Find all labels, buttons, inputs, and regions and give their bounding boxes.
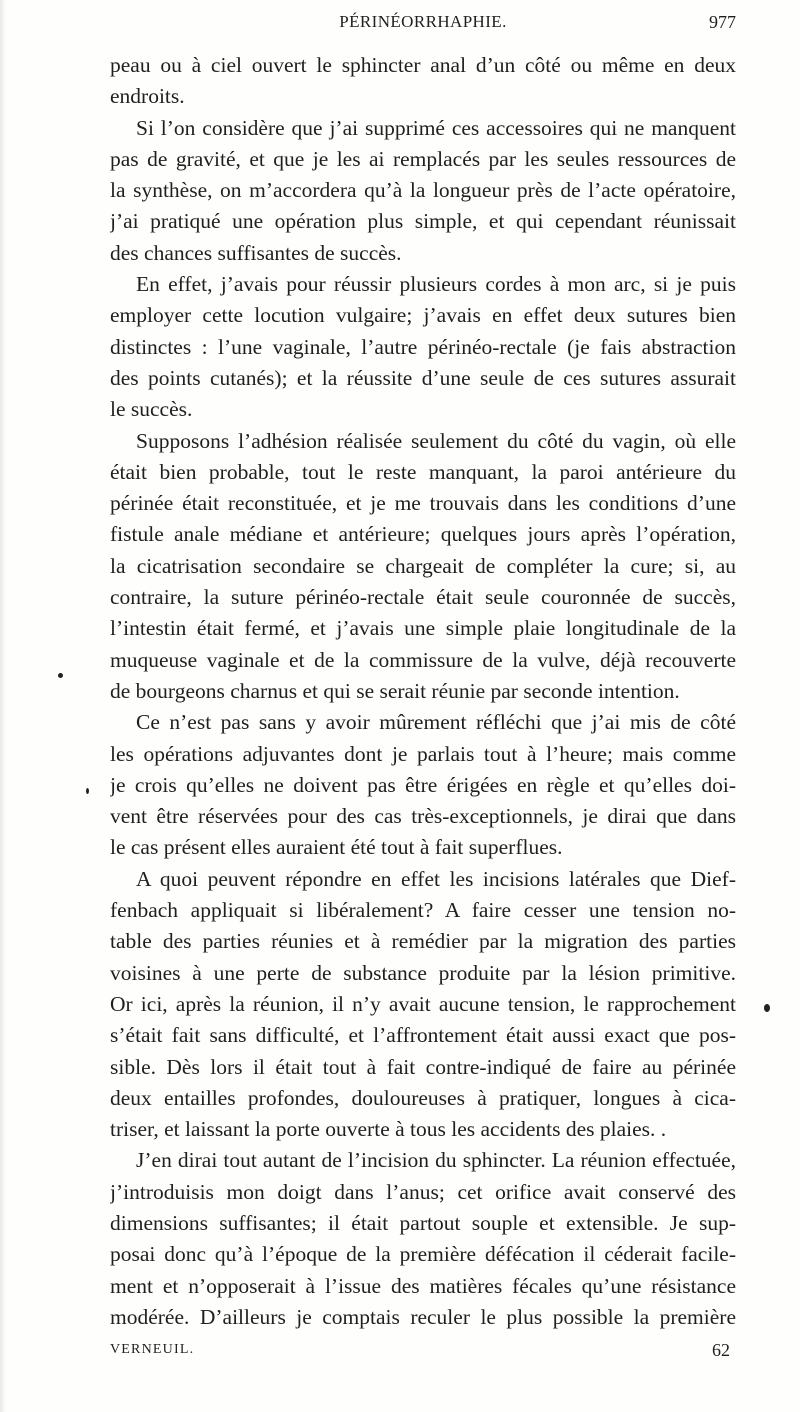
text-line: posai donc qu’à l’époque de la première défécation il céderait facile- [110,1242,736,1267]
ink-speck [58,673,63,678]
text-line: j’ai pratiqué une opération plus simple, et qui cependant réunissait [110,209,736,234]
text-line: s’était fait sans difficulté, et l’affrontement était aussi exact que pos- [110,1023,736,1048]
signature-number: 62 [712,1340,730,1360]
page-gutter-shadow [0,0,6,1412]
text-line: la synthèse, on m’accordera qu’à la longueur près de l’acte opératoire, [110,178,736,203]
signature-mark: VERNEUIL. [110,1342,195,1357]
page-footer [110,1342,736,1366]
text-line: En effet, j’avais pour réussir plusieurs cordes à mon arc, si je puis [136,272,736,297]
running-title: PÉRINÉORRHAPHIE. [339,12,507,31]
text-line: pas de gravité, et que je les ai remplacés par les seules ressources de [110,146,736,171]
text-line: les opérations adjuvantes dont je parlais tout à l’heure; mais comme [110,741,736,766]
text-line: Si l’on considère que j’ai supprimé ces accessoires qui ne manquent [136,115,736,140]
text-line: dimensions suffisantes; il était partout souple et extensible. Je sup- [110,1210,736,1235]
text-line: muqueuse vaginale et de la commissure de la vulve, déjà recouverte [110,647,736,672]
text-line: Ce n’est pas sans y avoir mûrement réfléchi que j’ai mis de côté [136,710,736,735]
text-line: employer cette locution vulgaire; j’avais en effet deux sutures bien [110,303,736,328]
text-line: contraire, la suture périnéo-rectale était seule couronnée de succès, [110,585,736,610]
text-line: A quoi peuvent répondre en effet les incisions latérales que Dief- [136,866,736,891]
text-line: la cicatrisation secondaire se chargeait de compléter la cure; si, au [110,553,736,578]
text-line: endroits. [110,84,185,109]
text-line: des chances suffisantes de succès. [110,240,402,265]
text-line: modérée. D’ailleurs je comptais reculer le plus possible la première [110,1304,736,1329]
text-line: J’en dirai tout autant de l’incision du sphincter. La réunion effectuée, [136,1148,736,1173]
text-line: de bourgeons charnus et qui se serait réunie par seconde intention. [110,678,680,703]
text-line: le cas présent elles auraient été tout à fait superflues. [110,835,563,860]
text-line: table des parties réunies et à remédier par la migration des parties [110,929,736,954]
text-line: ment et n’opposerait à l’issue des matières fécales qu’une résistance [110,1273,736,1298]
text-line: distinctes : l’une vaginale, l’autre périnéo-rectale (je fais abstraction [110,334,736,359]
text-line: périnée était reconstituée, et je me trouvais dans les conditions d’une [110,491,736,516]
text-line: des points cutanés); et la réussite d’une seule de ces sutures assurait [110,365,736,390]
text-line: peau ou à ciel ouvert le sphincter anal d’un côté ou même en deux [110,53,736,77]
text-line: vent être réservées pour des cas très-exceptionnels, je dirai que dans [110,804,736,829]
page-number: 977 [709,12,736,32]
text-line: triser, et laissant la porte ouverte à tous les accidents des plaies. . [110,1117,667,1142]
text-line: le succès. [110,397,193,422]
text-line: sible. Dès lors il était tout à fait contre-indiqué de faire au périnée [110,1054,736,1079]
ink-speck [764,1004,770,1012]
text-line: je crois qu’elles ne doivent pas être érigées en règle et qu’elles doi- [110,772,736,797]
text-line: deux entailles profondes, douloureuses à pratiquer, longues à cica- [110,1085,736,1110]
ink-speck [86,788,89,794]
text-line: fistule anale médiane et antérieure; quelques jours après l’opération, [110,522,736,547]
text-line: fenbach appliquait si libéralement? A faire cesser une tension no- [110,898,736,923]
text-line: voisines à une perte de substance produite par la lésion primitive. [110,960,736,985]
text-line: j’introduisis mon doigt dans l’anus; cet orifice avait conservé des [110,1179,736,1204]
text-line: était bien probable, tout le reste manquant, la paroi antérieure du [110,459,736,484]
text-line: l’intestin était fermé, et j’avais une simple plaie longitudinale de la [110,616,736,641]
body-text [110,50,736,1333]
text-line: Or ici, après la réunion, il n’y avait aucune tension, le rapprochement [110,991,736,1016]
running-head [110,12,736,38]
text-line: Supposons l’adhésion réalisée seulement du côté du vagin, où elle [136,428,736,453]
